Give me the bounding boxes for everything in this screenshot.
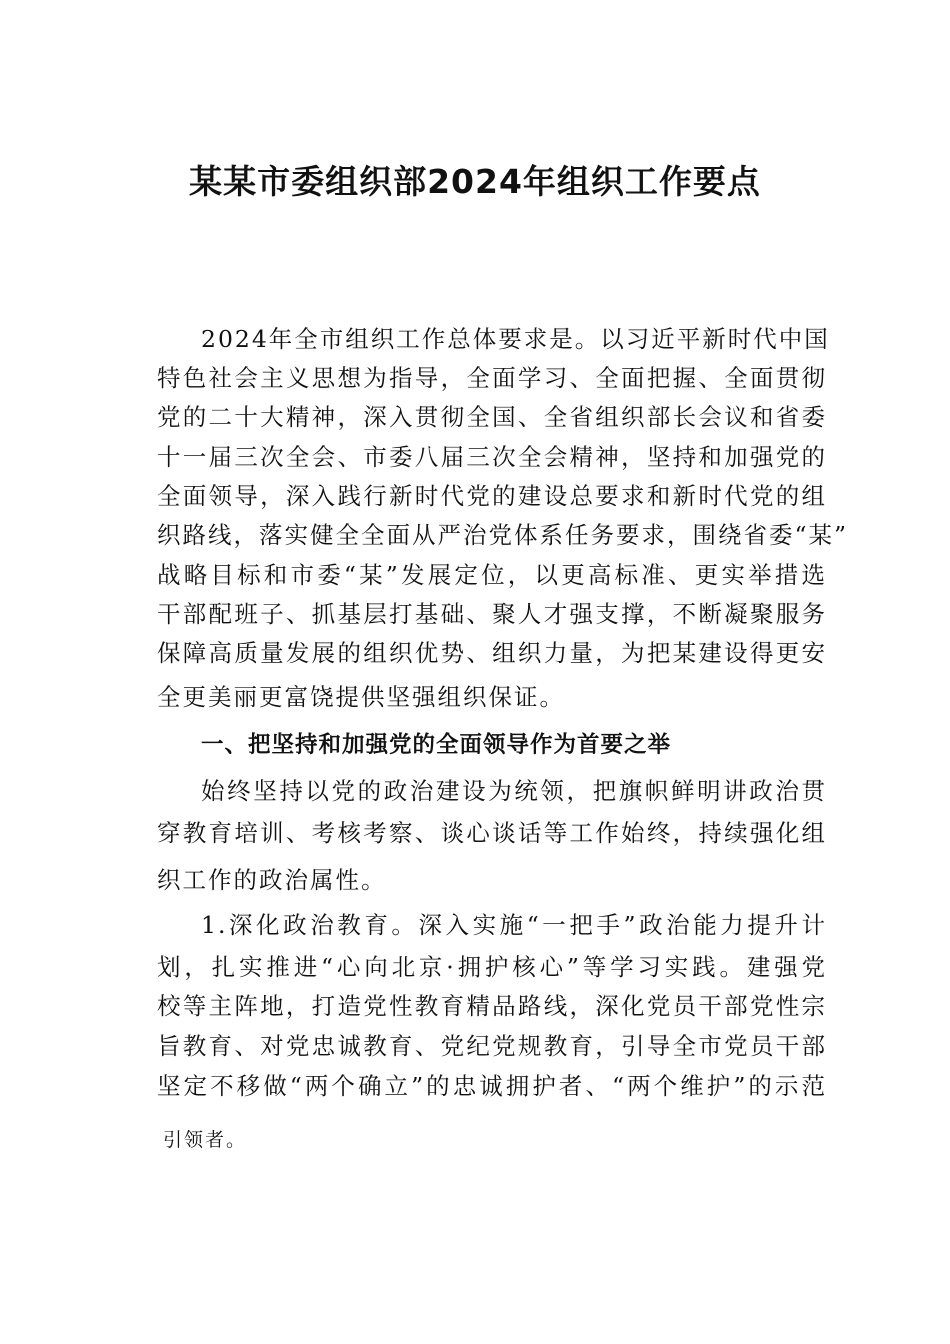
paragraph-line: 战略目标和市委“某”发展定位，以更高标准、更实举措选 — [157, 561, 827, 589]
paragraph-line: 始终坚持以党的政治建设为统领，把旗帜鲜明讲政治贯 — [201, 777, 827, 805]
paragraph-line: 织路线，落实健全全面从严治党体系任务要求，围绕省委“某” — [157, 521, 849, 549]
paragraph-line: 1.深化政治教育。深入实施“一把手”政治能力提升计 — [201, 911, 827, 939]
paragraph-line: 保障高质量发展的组织优势、组织力量，为把某建设得更安 — [157, 639, 827, 667]
paragraph-line: 引领者。 — [163, 1129, 248, 1151]
paragraph-line: 校等主阵地，打造党性教育精品路线，深化党员干部党性宗 — [157, 992, 827, 1020]
paragraph-line: 十一届三次全会、市委八届三次全会精神，坚持和加强党的 — [157, 443, 827, 471]
paragraph-line: 划，扎实推进“心向北京·拥护核心”等学习实践。建强党 — [157, 953, 827, 981]
paragraph-line: 旨教育、对党忠诚教育、党纪党规教育，引导全市党员干部 — [157, 1032, 827, 1060]
paragraph-line: 全更美丽更富饶提供坚强组织保证。 — [157, 683, 565, 711]
paragraph-line: 党的二十大精神，深入贯彻全国、全省组织部长会议和省委 — [157, 403, 827, 431]
section-heading: 一、把坚持和加强党的全面领导作为首要之举 — [201, 732, 672, 758]
paragraph-line: 穿教育培训、考核考察、谈心谈话等工作始终，持续强化组 — [157, 819, 827, 847]
paragraph-line: 全面领导，深入践行新时代党的建设总要求和新时代党的组 — [157, 482, 827, 510]
document-title: 某某市委组织部2024年组织工作要点 — [189, 162, 761, 201]
paragraph-line: 2024年全市组织工作总体要求是。以习近平新时代中国 — [201, 325, 830, 353]
paragraph-line: 干部配班子、抓基层打基础、聚人才强支撑，不断凝聚服务 — [157, 600, 827, 628]
paragraph-line: 特色社会主义思想为指导，全面学习、全面把握、全面贯彻 — [157, 364, 827, 392]
paragraph-line: 织工作的政治属性。 — [157, 866, 387, 894]
paragraph-line: 坚定不移做“两个确立”的忠诚拥护者、“两个维护”的示范 — [157, 1072, 827, 1100]
